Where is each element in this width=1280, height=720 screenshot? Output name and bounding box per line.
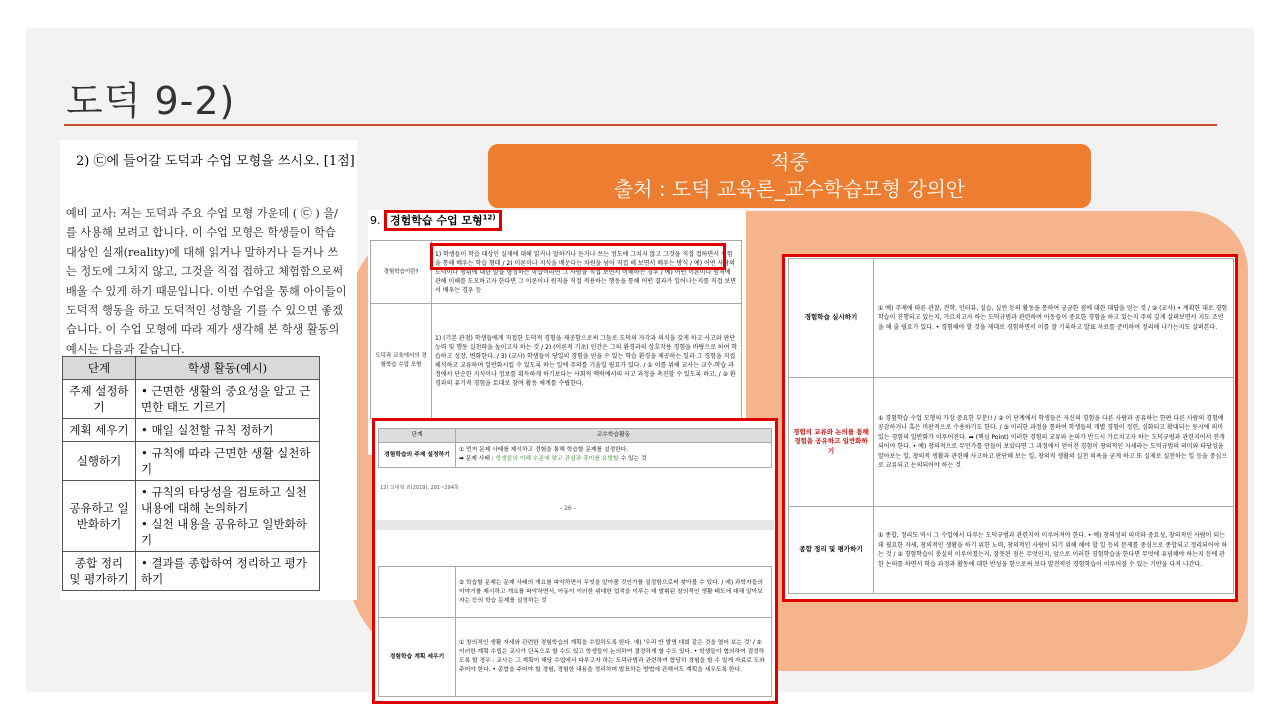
row-label: 경험학습 계획 세우기 xyxy=(379,618,456,697)
stage-cell: 계획 세우기 xyxy=(63,419,136,442)
footnote: 12) 고대혁 외(2019), 291~294쪽 xyxy=(380,485,459,491)
heading-highlight-box xyxy=(384,210,502,231)
row-text: ① 종합, 정리도 역시 그 수업에서 다루는 도덕규범과 관련지어 이루어져야 한다. • 예) 창의성의 의미와 중요성, 창의적인 사람이 되는 데 필요한 자세, 창의적인 생활을 하기 위한 노력, 창의적인 사람이 되기 위해 해야 할 일 등의 문제를 중심으로 종합되고 정리되어야 하는 것 / ② 경험학습이 충실히 이루어졌는지, 잘못된 점은 무엇인지, 앞으로 이러한 경험학습을 한다면 무엇에 유념해야 하는지 등에 관한 논의를 하면서 학습 과정과 활동에 대한 반성을 함으로써 보다 발전적인 경험학습이 이루어질 수 있는 기반을 다져 나간다. xyxy=(874,507,1234,594)
row-text-line: ➡ 문제 사태 : xyxy=(459,456,496,462)
row-label: 종합 정리 및 평가하기 xyxy=(789,507,874,594)
row-label: 경험의 교류와 논의를 통해 경험을 공유하고 일반화하기 xyxy=(789,378,874,507)
row-text: ① 창의적인 생활 자세와 관련한 경험학습의 계획을 수립하도록 한다. 예) '우리 반 발명 대회 같은 것을 열어 보는 것' / ② 이러한 계획 수립은 교사가 단독으로 할 수도 있고 학생들이 논의하여 결정하게 할 수도 있다. • 학생들이 협의하여 결정하도록 할 경우 : 교사는 그 계획이 해당 수업에서 다루고자 하는 도덕규범과 관련하여 합당히 경험을 할 수 있게 자료로 도와주어야 한다. • 종합을 주어야 할 경험, 경험한 내용을 정리하며 발표하는 방법에 관해서도 계획을 세우도록 한다. xyxy=(456,618,772,697)
table-row xyxy=(63,552,320,591)
source-banner xyxy=(488,144,1091,208)
heading-footnote-mark: 12) xyxy=(482,213,496,222)
highlighted-text: 학생들의 이해 수준에 맞고 관심과 흥미를 유발할 xyxy=(495,456,619,462)
excerpt-heading xyxy=(370,212,502,228)
activity-cell: • 규칙의 타당성을 검토하고 실천 내용에 대해 논의하기 • 실천 내용을 공유하고 일반화하기 xyxy=(136,481,320,552)
title-divider xyxy=(64,124,1217,126)
stage-cell: 실행하기 xyxy=(63,442,136,481)
row-text: 1) (기본 관점) 학생들에게 직접한 도덕적 경험을 제공함으로써 그들로 도덕의 자각과 의식을 갖게 하고 사고와 판단 능력 및 행동 실천력을 높이고자 하는 것 / 2) (이론적 기초) 인간은 그의 환경과의 상호작용 경험을 바탕으로 하여 학습하고 성장, 변화한다. / 3) (교사) 학생들이 당일의 경험을 얻을 수 있는 학습 환경을 제공하는 일과 그 경험을 직접 해석하고 교류하며 일반화시킬 수 있도록 하는 일에 주의를 기울일 필요가 있다. / ① 이를 위해 교사는 교수-학습 과정에서 단순한 지식이나 정보를 획득하게 하기보다는 사회적 맥락에서의 사고 과정을 촉진할 수 있도록 하고, / ② 환경과의 유기적 경험을 토대로 참여 활동 체계를 수립한다. xyxy=(432,304,742,419)
row-text-line: ① 먼저 문제 사태를 제시하고 경험을 통해 학습할 문제를 설정한다. xyxy=(459,447,629,453)
row-text: ② 학습할 문제는 문제 사태의 개요를 파악하면서 무엇을 알아볼 것인가를 설정함으로써 찾아볼 수 있다. / 예) 과학자들의 이야기를 제시하고 개요를 파악하면서, 아동이 이러한 위대한 업적을 이루는 데 발휘된 창의적인 생활 태도에 대해 알아보자는 등의 학습 문제를 설정하는 것 xyxy=(456,567,772,618)
table-header-activity: 학생 활동(예시) xyxy=(136,357,320,380)
row-text: ① 예) 주제에 따른 관찰, 견학, 인터뷰, 실습, 실연 등의 활동을 통하여 궁금한 점에 대한 대답을 얻는 것 / ② (교사) • 계획한 대로 경험학습이 진행되고 있는지, 가르치고자 하는 도덕규범과 관련하여 아동들이 중요한 경험을 하고 있는지 주의 깊게 살펴보면서 지도 조언을 해 줄 필요가 있다. • 경험해야 할 것을 제대로 경험하면서 이를 잘 기록하고 발표 자료를 준비하여 정리해 나가는지도 살펴본다. xyxy=(874,259,1234,378)
page-number: - 26 - xyxy=(560,505,576,512)
highlight-box-implementation xyxy=(782,254,1238,602)
activity-cell: • 매일 실천할 규칙 정하기 xyxy=(136,419,320,442)
activity-table xyxy=(62,356,320,591)
table-row xyxy=(371,304,742,419)
row-label: 경험학습의 주제 설정하기 xyxy=(379,443,456,468)
stage-cell: 주제 설정하기 xyxy=(63,380,136,419)
activity-cell: • 규칙에 따라 근면한 생활 실천하기 xyxy=(136,442,320,481)
table-row xyxy=(63,419,320,442)
col-header-activity: 교수학습활동 xyxy=(456,429,772,443)
banner-line-2: 출처 : 도덕 교육론_교수학습모형 강의안 xyxy=(613,177,966,201)
activity-cell: • 근면한 생활의 중요성을 알고 근면한 태도 기르기 xyxy=(136,380,320,419)
question-text: 예비 교사: 저는 도덕과 주요 수업 모형 가운데 ( ㉢ ) 을/를 사용해 보려고 합니다. 이 수업 모형은 학생들이 학습 대상인 실재(reality)에 대해 읽거나 말하거나 듣거나 쓰는 정도에 그치지 않고, 그것을 직접 접하고 체험함으로써 배울 수 있게 하기 때문입니다. 이번 수업을 통해 아이들이 도덕적 행동을 하고 도덕적인 성향을 기를 수 있으면 좋겠습니다. 이 수업 모형에 따라 제가 생각해 본 학생 활동의 예시는 다음과 같습니다. xyxy=(66,207,347,356)
row-text-line: 수 있는 것 xyxy=(618,456,647,462)
col-header-stage: 단계 xyxy=(379,429,456,443)
stage-cell: 공유하고 일반화하기 xyxy=(63,481,136,552)
row-text: 1) 학생들이 학습 대상인 실재에 대해 읽거나 말하거나 듣거나 쓰는 정도에 그치지 않고 그것을 직접 접하면서 체험을 통해 배우는 학습 형태 / 2) 이론이나 지식을 배운다는 차원을 넘어 직접 해 보면서 배우는 방식 / 예) 어떤 사람의 도덕이나 행위에 대한 말을 형성하는 학습이라면 그 사람을 직접 보면서 이해하는 경우 / 예) 어떤 이론이나 원칙에 관해 이해를 도모하고자 한다면 그 이론이나 원칙을 직접 적용하는 행동을 통해 어떤 결과가 일어나는지를 직접 보면서 배우는 경우 등 xyxy=(432,241,742,304)
stage-cell: 종합 정리 및 평가하기 xyxy=(63,552,136,591)
table-row xyxy=(63,481,320,552)
activity-cell: • 결과를 종합하여 정리하고 평가하기 xyxy=(136,552,320,591)
table-header-stage: 단계 xyxy=(63,357,136,380)
question-title: 2) ㉢에 들어갈 도덕과 수업 모형을 쓰시오. [1점] xyxy=(76,154,355,169)
row-label: 경험학습이란? xyxy=(371,241,432,304)
highlight-box-definition xyxy=(430,243,726,270)
banner-line-1: 적중 xyxy=(770,150,809,174)
slide-title: 도덕 9-2) xyxy=(66,79,236,123)
heading-text: 경험학습 수업 모형 xyxy=(390,214,483,227)
highlight-box-stages xyxy=(372,418,778,704)
heading-number: 9. xyxy=(370,214,381,227)
row-text: ① 경험학습 수업 모형의 가장 중요한 부분!! / ② 이 단계에서 학생들은 자신의 경험을 다른 사람과 공유하는 한편 다른 사람의 경험에 공감하거나 혹은 비판적으로 수용하기도 한다. / ③ 이러한 과정을 통하여 학생들의 개별 경험이 정련, 심화되고 확대되는 동시에 의미 있는 경험의 일반화가 이루어진다. ➡ (핵심 Point) 이러한 경험의 교류와 논의가 반드시 가르치고자 하는 도덕규범과 관련지어서 전개되어야 한다. • 예) 창의적으로 무언가를 만들어 보았다면 그 과정에서 얻어진 경험이 창의적인 자세라는 도덕규범의 의미와 타당성을 알아보는 일, 창의적 생활과 관련해 사고하고 판단해 보는 일, 창의적 생활의 실천 의욕을 굳게 하고 또 실제로 실천하는 일 등을 중심으로 교류되고 논의되어야 하는 것 xyxy=(874,378,1234,507)
row-label: 도덕과 교육에서의 경험학습 수업 모형 xyxy=(371,304,432,419)
row-label: 경험학습 실시하기 xyxy=(789,259,874,378)
table-row xyxy=(63,380,320,419)
table-row xyxy=(63,442,320,481)
